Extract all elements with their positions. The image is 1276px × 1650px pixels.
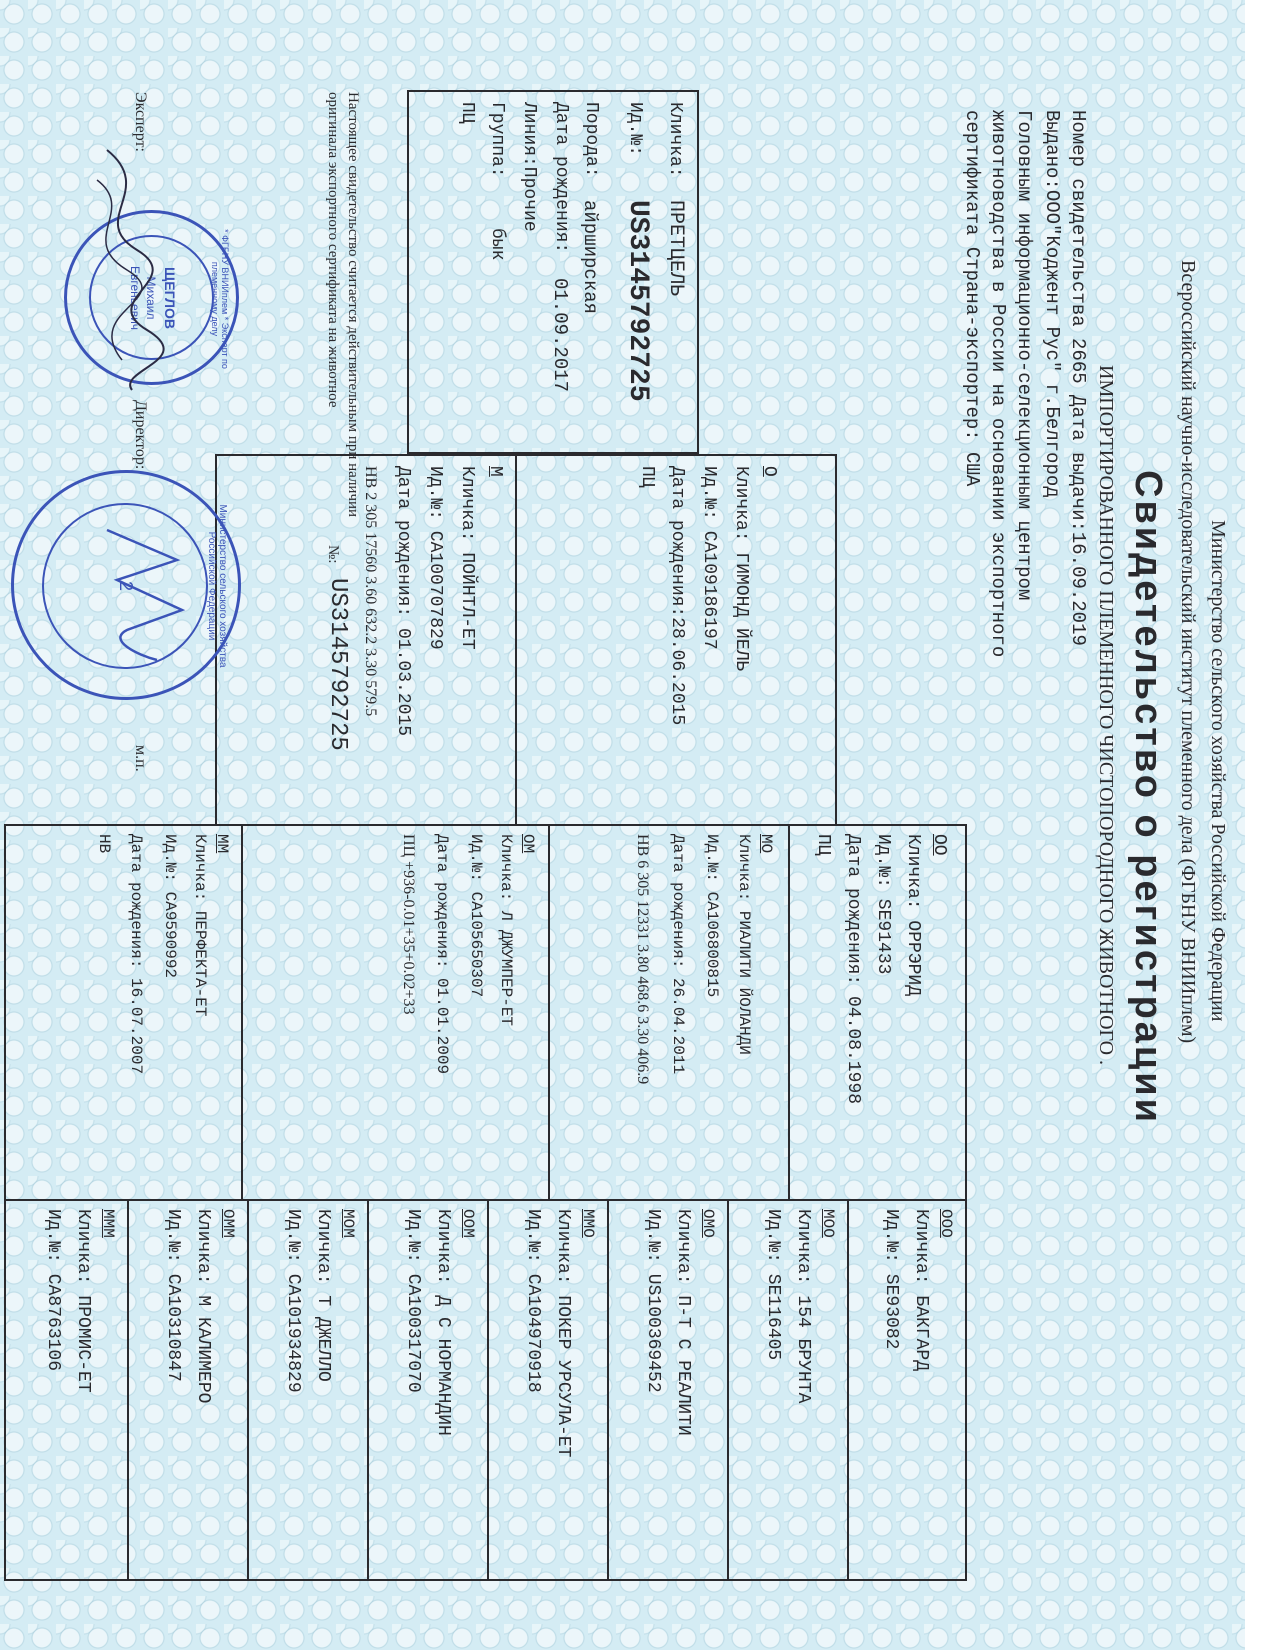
grandparent-dob: Дата рождения: 01.01.2009 bbox=[433, 834, 451, 1075]
great-grandparent-ooo bbox=[849, 1201, 965, 1579]
dam-dob: Дата рождения: 01.03.2015 bbox=[393, 466, 413, 737]
great-grandparent-moo bbox=[729, 1201, 845, 1579]
basis-line-3: сертификата Страна-экспортер: США bbox=[961, 110, 983, 487]
grandparent-name: Кличка: РИАЛИТИ ЙОЛАНДИ bbox=[735, 834, 753, 1055]
expert-stamp-name-1: ЩЕГЛОВ bbox=[162, 266, 178, 329]
issued-to-line: Выдано:ООО"Коджент Рус" г.Белгород bbox=[1041, 110, 1063, 498]
grandparent-name: Кличка: Л ДЖУМПЕР-ЕТ bbox=[497, 834, 515, 1027]
great-grandparent-omo bbox=[609, 1201, 725, 1579]
gg-id: Ид.№: SE93082 bbox=[881, 1209, 901, 1350]
certificate-number: US3145792725 bbox=[324, 578, 351, 751]
gg-code: ОММ bbox=[219, 1209, 237, 1238]
grandparents-divider-2 bbox=[548, 826, 550, 1199]
parents-box bbox=[215, 454, 837, 826]
sire-extra: ПЦ bbox=[637, 466, 657, 488]
grandparent-id: Ид.№: CA9590992 bbox=[161, 834, 179, 979]
gg-name: Кличка: ПОКЕР УРСУЛА-ЕТ bbox=[553, 1209, 573, 1458]
grandparent-id: Ид.№: SE91433 bbox=[873, 834, 893, 975]
ministry-line: Министерство сельского хозяйства Российской Федерации bbox=[1207, 520, 1229, 1022]
animal-line: Линия:Прочие bbox=[519, 102, 539, 232]
dam-code: М bbox=[485, 466, 505, 477]
official-seal-ring-text: Министерство сельского хозяйства Российской Федерации bbox=[206, 504, 228, 668]
gg-name: Кличка: Т ДЖЕЛЛО bbox=[313, 1209, 333, 1382]
dam-name: Кличка: ПОЙНТЛ-ЕТ bbox=[457, 466, 477, 650]
expert-stamp-name-2: Михаил bbox=[144, 276, 158, 320]
gg-name: Кличка: БАКГАРД bbox=[911, 1209, 931, 1372]
gg-id: Ид.№: CA104970918 bbox=[523, 1209, 543, 1393]
gg-code: ООМ bbox=[459, 1209, 477, 1238]
great-grandparent-mmo bbox=[489, 1201, 605, 1579]
animal-dob-label: Дата рождения: bbox=[551, 102, 571, 254]
gg-id: Ид.№: CA8763106 bbox=[43, 1209, 63, 1372]
animal-name: ПРЕТЦЕЛЬ bbox=[664, 200, 687, 297]
dam-cell bbox=[217, 456, 515, 824]
grandparent-extra: ПЦ bbox=[813, 834, 833, 856]
expert-signature bbox=[67, 140, 177, 400]
grandparent-dob: Дата рождения: 16.07.2007 bbox=[127, 834, 145, 1075]
great-grandparent-oom bbox=[369, 1201, 485, 1579]
expert-stamp-name-3: Евгеньевич bbox=[128, 265, 142, 331]
sire-cell bbox=[517, 456, 835, 824]
group-value: бык bbox=[487, 228, 507, 261]
grandparent-id: Ид.№: CA106800815 bbox=[703, 834, 721, 998]
document-subtitle: ИМПОРТИРОВАННОГО ПЛЕМЕННОГО ЧИСТОПОРОДНОГО ЖИВОТНОГО . bbox=[1095, 365, 1117, 1066]
validity-line-2: оригинала экспортного сертификата на животное bbox=[325, 92, 341, 408]
basis-line-1: Головным информационно-селекционным центром bbox=[1013, 110, 1035, 601]
grandparent-extra: ПЦ +936-0.01+35+0.02+33 bbox=[400, 834, 417, 1015]
gg-id: Ид.№: CA101934829 bbox=[283, 1209, 303, 1393]
great-grandparents-box bbox=[4, 1199, 967, 1581]
mp-label: м.п. bbox=[132, 745, 149, 772]
gg-code: МОМ bbox=[339, 1209, 357, 1238]
grandparents-box bbox=[4, 824, 967, 1201]
breed-value: айрширская bbox=[579, 200, 601, 315]
great-grandparent-omm bbox=[129, 1201, 245, 1579]
animal-name-label: Кличка: bbox=[665, 102, 685, 178]
grandparent-code: ОМ bbox=[519, 834, 537, 854]
grandparents-divider-3 bbox=[241, 826, 243, 1199]
dam-id: Ид.№: CA100707829 bbox=[425, 466, 445, 650]
great-grandparent-mom bbox=[249, 1201, 365, 1579]
gg-code: МОО bbox=[819, 1209, 837, 1238]
group-label: Группа: bbox=[487, 102, 507, 178]
animal-id-label: Ид.№: bbox=[625, 102, 645, 157]
grandparent-dob: Дата рождения: 04.08.1998 bbox=[843, 834, 863, 1105]
great-grandparent-mmm bbox=[7, 1201, 125, 1579]
grandparent-dob: Дата рождения: 26.04.2011 bbox=[669, 834, 687, 1075]
expert-stamp-ring-text: * ФГБНУ ВНИИплем * Эксперт по племенному делу bbox=[210, 229, 230, 369]
grandparent-code: ММ bbox=[213, 834, 231, 854]
gg-name: Кличка: М КАЛИМЕРО bbox=[193, 1209, 213, 1404]
sire-code: О bbox=[759, 466, 779, 477]
director-signature bbox=[77, 520, 197, 670]
validity-line-1: Настоящее свидетельство считается действительным при наличии bbox=[345, 92, 361, 518]
animal-id: US3145792725 bbox=[622, 200, 653, 402]
gg-code: МММ bbox=[99, 1209, 117, 1238]
grandparent-extra: НВ 6 305 12331 3.80 468.6 3.30 406.9 bbox=[634, 834, 651, 1085]
expert-label: Эксперт: bbox=[132, 92, 149, 152]
gg-id: Ид.№: SE116405 bbox=[763, 1209, 783, 1361]
gg-code: ММО bbox=[579, 1209, 597, 1238]
sire-name: Кличка: ГИМОНД ЙЕЛЬ bbox=[731, 466, 751, 672]
certificate-number-line: Номер свидетельства 2665 Дата выдачи:16.09.2019 bbox=[1067, 110, 1089, 646]
basis-line-2: животноводства в России на основании экспортного bbox=[987, 110, 1009, 658]
grandparents-divider-1 bbox=[788, 826, 790, 1199]
gg-id: Ид.№: US100369452 bbox=[643, 1209, 663, 1393]
director-label: Директор: bbox=[132, 400, 149, 470]
grandparent-extra: НВ bbox=[95, 834, 113, 854]
gg-code: ООО bbox=[937, 1209, 955, 1238]
gg-code: ОМО bbox=[699, 1209, 717, 1238]
grandparent-name: Кличка: ОРРЭРИД bbox=[903, 834, 923, 997]
grandparent-name: Кличка: ПЕРФЕКТА-ЕТ bbox=[191, 834, 209, 1017]
gg-name: Кличка: 154 БРУНТА bbox=[793, 1209, 813, 1404]
certificate-document bbox=[2, 0, 1247, 1650]
document-title: Свидетельство о регистрации bbox=[1127, 470, 1169, 1126]
animal-dob: 01.09.2017 bbox=[549, 278, 571, 393]
dam-extra: НВ 2 305 17560 3.60 632.2 3.30 579.5 bbox=[362, 466, 379, 717]
animal-pts: ПЦ bbox=[457, 102, 477, 124]
gg-id: Ид.№: CA10310847 bbox=[163, 1209, 183, 1382]
sire-dob: Дата рождения:28.06.2015 bbox=[667, 466, 687, 726]
grandparent-id: Ид.№: CA105650307 bbox=[467, 834, 485, 998]
animal-box bbox=[407, 90, 699, 454]
sire-id: Ид.№: CA109186197 bbox=[699, 466, 719, 650]
grandparent-code: МО bbox=[757, 834, 775, 854]
grandparent-code: ОО bbox=[929, 834, 949, 856]
gg-name: Кличка: Д С НОРМАНДИН bbox=[433, 1209, 453, 1436]
gg-name: Кличка: ПРОМИС-ЕТ bbox=[73, 1209, 93, 1393]
gg-id: Ид.№: CA100317070 bbox=[403, 1209, 423, 1393]
breed-label: Порода: bbox=[581, 102, 601, 178]
certificate-number-label: №: bbox=[325, 545, 341, 564]
institute-line: Всероссийский научно-исследовательский институт племенного дела (ФГБНУ ВНИИплем) bbox=[1177, 260, 1199, 1044]
gg-name: Кличка: П-Т С РЕАЛИТИ bbox=[673, 1209, 693, 1436]
scan-margin bbox=[1245, 0, 1276, 1650]
official-seal-number: 2 bbox=[116, 580, 136, 591]
